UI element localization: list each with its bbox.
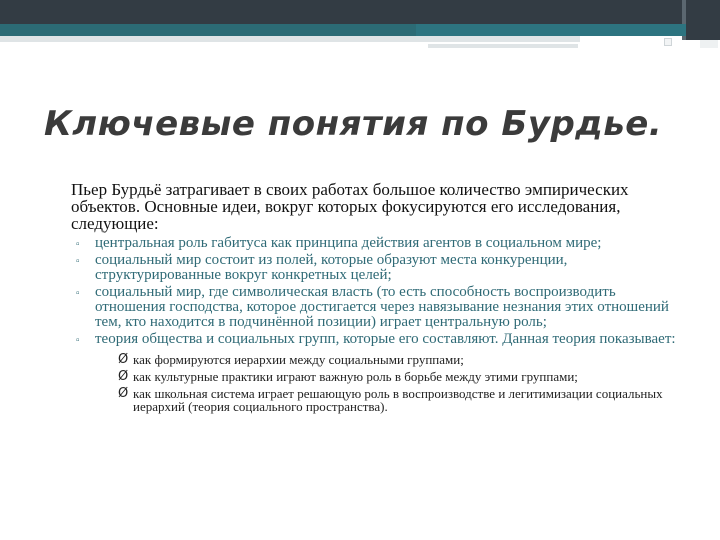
header-square-mark: [664, 38, 672, 46]
sub-bullet-text: как школьная система играет решающую роль в воспроизводстве и легитимизации социальных иерархий (теория социального пространства).: [133, 386, 663, 414]
bullet-marker-icon: ▫: [76, 239, 80, 250]
header-teal-segment: [416, 24, 686, 36]
bullet-item: [76, 253, 676, 283]
header-teal-bar: [0, 24, 686, 36]
sub-bullet-item: [95, 387, 676, 413]
bullet-text: центральная роль габитуса как принципа действия агентов в социальном мире;: [95, 235, 602, 251]
arrow-bullet-icon: Ø: [118, 369, 129, 384]
sub-bullet-item: [95, 370, 676, 383]
bullet-list: [76, 236, 676, 417]
bullet-marker-icon: ▫: [76, 256, 80, 267]
arrow-bullet-icon: Ø: [118, 352, 129, 367]
bullet-text: социальный мир состоит из полей, которые образуют места конкуренции, структурированные вокруг конкретных целей;: [95, 252, 568, 283]
sub-bullet-text: как культурные практики играют важную роль в борьбе между этими группами;: [133, 369, 578, 384]
header-light-bar-short: [428, 44, 578, 48]
bullet-item: [76, 236, 676, 251]
arrow-bullet-icon: Ø: [118, 386, 129, 401]
header-corner-mark: [700, 40, 718, 48]
bullet-text: теория общества и социальных групп, которые его составляют. Данная теория показывает:: [95, 331, 676, 347]
sub-bullet-text: как формируются иерархии между социальными группами;: [133, 352, 464, 367]
slide-title: Ключевые понятия по Бурдье.: [44, 104, 663, 144]
sub-bullet-list: [95, 353, 676, 413]
bullet-item: [76, 332, 676, 413]
header-dark-bar: [0, 0, 720, 24]
sub-bullet-item: [95, 353, 676, 366]
bullet-item: [76, 285, 676, 330]
header-light-bar: [0, 36, 580, 42]
bullet-marker-icon: ▫: [76, 288, 80, 299]
bullet-marker-icon: ▫: [76, 335, 80, 346]
slide-intro: Пьер Бурдьё затрагивает в своих работах большое количество эмпирических объектов. Основные идеи, вокруг которых фокусируются его исследования, следующие:: [71, 180, 629, 233]
header-corner-block: [686, 0, 720, 40]
bullet-text: социальный мир, где символическая власть (то есть способность воспроизводить отношения господства, которое достигается через навязывание незнания этих отношений тем, кто находится в подчинённой позиции) играет центральную роль;: [95, 284, 669, 330]
